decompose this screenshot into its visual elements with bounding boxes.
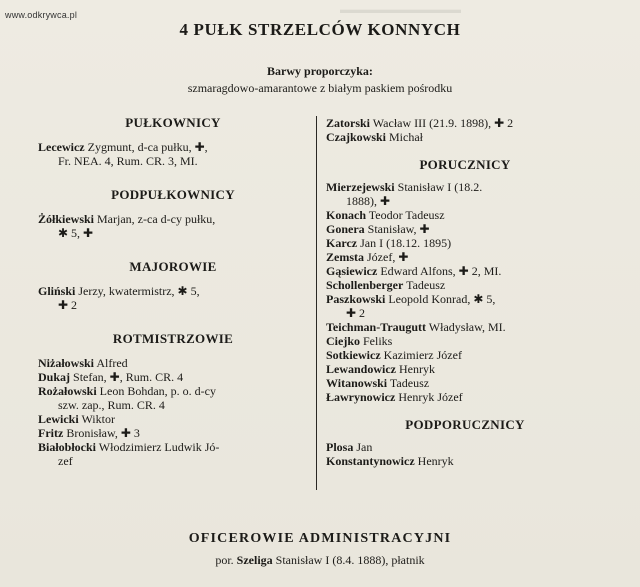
officer-surname: Witanowski <box>326 376 388 390</box>
admin-surname: Szeliga <box>236 553 273 567</box>
column-divider <box>316 116 317 490</box>
officer-entry <box>326 334 604 348</box>
officer-surname: Żółkiewski <box>38 212 95 226</box>
officer-details: Alfred <box>94 356 128 370</box>
officer-surname: Konach <box>326 208 367 222</box>
officer-details: Tadeusz <box>387 376 430 390</box>
officer-details: Włodzimierz Ludwik Jó- <box>96 440 220 454</box>
officer-details: Bronisław, ✚ 3 <box>63 426 140 440</box>
officer-details-continued: ✚ 2 <box>58 298 78 312</box>
officer-surname: Dukaj <box>38 370 71 384</box>
officer-entry <box>38 356 308 370</box>
officer-surname: Zatorski <box>326 116 371 130</box>
officer-details-continued: ✱ 5, ✚ <box>58 226 94 240</box>
officer-details: Tadeusz <box>403 278 446 292</box>
officer-entry <box>326 362 604 376</box>
officer-entry <box>326 264 604 278</box>
officer-entry <box>38 384 308 412</box>
section-heading: PORUCZNICY <box>419 157 511 172</box>
admin-entry <box>0 553 640 568</box>
officer-surname: Gąsiewicz <box>326 264 378 278</box>
officer-details-continued: ✚ 2 <box>346 306 366 320</box>
officer-details: Teodor Tadeusz <box>366 208 445 222</box>
officer-entry <box>38 284 308 312</box>
officer-entry <box>326 236 604 250</box>
officer-surname: Zemsta <box>326 250 364 264</box>
officer-details: Henryk <box>414 454 454 468</box>
officer-details: Wacław III (21.9. 1898), ✚ 2 <box>370 116 514 130</box>
officer-details: Kazimierz Józef <box>380 348 462 362</box>
officer-surname: Fritz <box>38 426 64 440</box>
officer-surname: Czajkowski <box>326 130 387 144</box>
officer-details-continued: szw. zap., Rum. CR. 4 <box>58 398 165 412</box>
officer-details-continued: zef <box>58 454 73 468</box>
officer-entry <box>326 454 604 468</box>
officer-entry <box>326 348 604 362</box>
section-heading: PODPUŁKOWNICY <box>111 187 235 202</box>
officer-details-continued: 1888), ✚ <box>346 194 391 208</box>
officer-surname: Rożałowski <box>38 384 97 398</box>
officer-details: Wiktor <box>78 412 115 426</box>
officer-surname: Plosa <box>326 440 354 454</box>
officer-surname: Niżałowski <box>38 356 95 370</box>
officer-details-continued: Fr. NEA. 4, Rum. CR. 3, MI. <box>58 154 198 168</box>
officer-details: Feliks <box>360 334 393 348</box>
officer-surname: Mierzejewski <box>326 180 395 194</box>
admin-rank: por. <box>215 553 237 567</box>
officer-surname: Białobłocki <box>38 440 97 454</box>
admin-details: Stanisław I (8.4. 1888), płatnik <box>272 553 425 567</box>
officer-entry <box>38 140 308 168</box>
officer-entry <box>326 116 604 130</box>
right-column <box>326 116 604 468</box>
bleed-through: ▬▬▬▬▬▬▬▬▬▬▬ <box>340 4 461 16</box>
colors-value: szmaragdowo-amarantowe z białym paskiem pośrodku <box>187 81 453 95</box>
officer-surname: Schollenberger <box>326 278 404 292</box>
officer-entry <box>326 320 604 334</box>
officer-entry <box>326 130 604 144</box>
officer-entry <box>38 440 308 468</box>
officer-entry <box>38 370 308 384</box>
officer-entry <box>326 278 604 292</box>
officer-entry <box>326 292 604 320</box>
colors-heading: Barwy proporczyka: <box>267 64 373 78</box>
officer-details: Leopold Konrad, ✱ 5, <box>385 292 496 306</box>
section-heading: MAJOROWIE <box>129 259 217 274</box>
officer-details: Józef, ✚ <box>364 250 409 264</box>
officer-details: Jerzy, kwatermistrz, ✱ 5, <box>75 284 200 298</box>
officer-surname: Karcz <box>326 236 358 250</box>
page-title: 4 PUŁK STRZELCÓW KONNYCH <box>179 20 461 39</box>
officer-entry <box>326 208 604 222</box>
officer-entry <box>38 426 308 440</box>
left-column <box>38 116 308 468</box>
officer-surname: Lewicki <box>38 412 79 426</box>
officer-entry <box>326 440 604 454</box>
section-heading: ROTMISTRZOWIE <box>112 331 234 346</box>
officer-surname: Gonera <box>326 222 365 236</box>
watermark: www.odkrywca.pl <box>5 10 78 20</box>
officer-details: Stanisław I (18.2. <box>394 180 483 194</box>
officer-surname: Paszkowski <box>326 292 386 306</box>
officer-details: Michał <box>386 130 424 144</box>
officer-details: Stanisław, ✚ <box>364 222 430 236</box>
officer-details: Henryk <box>396 362 435 376</box>
officer-details: Zygmunt, d-ca pułku, ✚, <box>84 140 208 154</box>
officer-surname: Lewandowicz <box>326 362 396 376</box>
officer-details: Władysław, MI. <box>426 320 506 334</box>
officer-surname: Sotkiewicz <box>326 348 381 362</box>
officer-entry <box>326 180 604 208</box>
officer-details: Edward Alfons, ✚ 2, MI. <box>377 264 502 278</box>
officer-surname: Teichman-Traugutt <box>326 320 427 334</box>
officer-entry <box>38 212 308 240</box>
section-heading: PUŁKOWNICY <box>125 115 221 130</box>
officer-details: Stefan, ✚, Rum. CR. 4 <box>70 370 184 384</box>
officer-entry <box>326 390 604 404</box>
officer-surname: Lecewicz <box>38 140 85 154</box>
officer-details: Marjan, z-ca d-cy pułku, <box>94 212 216 226</box>
section-heading: PODPORUCZNICY <box>405 417 525 432</box>
officer-details: Leon Bohdan, p. o. d-cy <box>96 384 216 398</box>
officer-entry <box>326 250 604 264</box>
officer-details: Jan I (18.12. 1895) <box>357 236 452 250</box>
admin-heading: OFICEROWIE ADMINISTRACYJNI <box>188 531 452 546</box>
officer-details: Henryk Józef <box>395 390 463 404</box>
officer-surname: Ciejko <box>326 334 360 348</box>
officer-entry <box>326 376 604 390</box>
officer-details: Jan <box>353 440 373 454</box>
officer-entry <box>38 412 308 426</box>
officer-entry <box>326 222 604 236</box>
officer-surname: Ławrynowicz <box>326 390 396 404</box>
officer-surname: Gliński <box>38 284 76 298</box>
officer-surname: Konstantynowicz <box>326 454 415 468</box>
